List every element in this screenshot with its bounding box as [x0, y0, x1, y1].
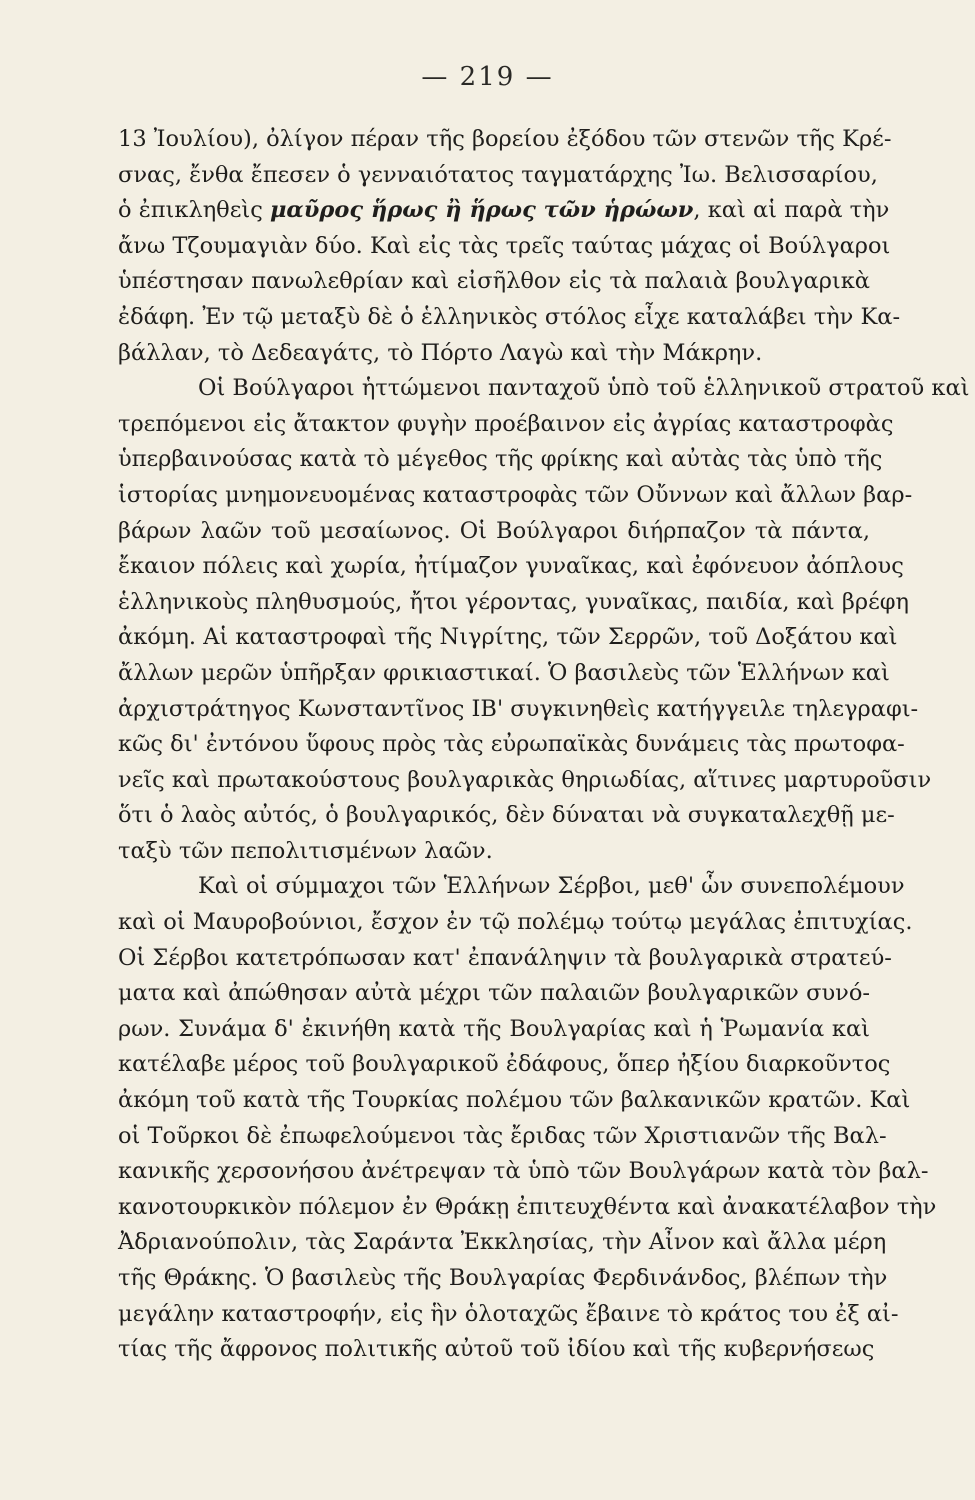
text-line: ὑπέστησαν πανωλεθρίαν καὶ εἰσῆλθον εἰς τὰ παλαιὰ βουλγαρικὰ — [118, 268, 870, 295]
body-text — [118, 122, 970, 1368]
text-line: τῆς Θράκης. Ὁ βασιλεὺς τῆς Βουλγαρίας Φερδινάνδος, βλέπων τὴν — [118, 1265, 888, 1291]
text-line: ἐδάφη. Ἐν τῷ μεταξὺ δὲ ὁ ἑλληνικὸς στόλος εἶχε καταλάβει τὴν Κα- — [118, 303, 901, 330]
text-line — [118, 193, 890, 229]
text-line: Ἀδριανούπολιν, τὰς Σαράντα Ἐκκλησίας, τὴν Αἶνον καὶ ἄλλα μέρη — [118, 1229, 887, 1256]
text-line: ταξὺ τῶν πεπολιτισμένων λαῶν. — [118, 837, 493, 864]
text-segment: , καὶ αἱ παρὰ τὴν — [693, 197, 890, 224]
text-line: οἱ Τοῦρκοι δὲ ἐπωφελούμενοι τὰς ἔριδας τῶν Χριστιανῶν τῆς Βαλ- — [118, 1122, 887, 1149]
text-line: βάλλαν, τὸ Δεδεαγάτς, τὸ Πόρτο Λαγὼ καὶ τὴν Μάκρην. — [118, 339, 763, 366]
text-line: ἄνω Τζουμαγιὰν δύο. Καὶ εἰς τὰς τρεῖς ταύτας μάχας οἱ Βούλγαροι — [118, 232, 891, 259]
text-line: 13 Ἰουλίου), ὀλίγον πέραν τῆς βορείου ἐξόδου τῶν στενῶν τῆς Κρέ- — [118, 126, 892, 152]
text-line: κατέλαβε μέρος τοῦ βουλγαρικοῦ ἐδάφους, ὅπερ ἠξίου διαρκοῦντος — [118, 1051, 891, 1078]
text-line: ἄλλων μερῶν ὑπῆρξαν φρικιαστικαί. Ὁ βασιλεὺς τῶν Ἑλλήνων καὶ — [118, 659, 890, 686]
text-line: καὶ οἱ Μαυροβούνιοι, ἔσχον ἐν τῷ πολέμῳ τούτῳ μεγάλας ἐπιτυχίας. — [118, 909, 913, 936]
text-line: Καὶ οἱ σύμμαχοι τῶν Ἑλλήνων Σέρβοι, μεθ' ὧν συνεπολέμουν — [198, 873, 905, 900]
text-line: κῶς δι' ἐντόνου ὕφους πρὸς τὰς εὐρωπαϊκὰς δυνάμεις τὰς πρωτοφα- — [118, 731, 905, 758]
text-line: τρεπόμενοι εἰς ἄτακτον φυγὴν προέβαινον εἰς ἀγρίας καταστροφὰς — [118, 410, 894, 437]
text-line: Οἱ Σέρβοι κατετρόπωσαν κατ' ἐπανάληψιν τὰ βουλγαρικὰ στρατεύ- — [118, 944, 892, 971]
text-line: Οἱ Βούλγαροι ἡττώμενοι πανταχοῦ ὑπὸ τοῦ ἑλληνικοῦ στρατοῦ καὶ — [198, 375, 970, 402]
text-line: τίας τῆς ἄφρονος πολιτικῆς αὐτοῦ τοῦ ἰδίου καὶ τῆς κυβερνήσεως — [118, 1336, 875, 1363]
text-line: ρων. Συνάμα δ' ἐκινήθη κατὰ τῆς Βουλγαρίας καὶ ἡ Ῥωμανία καὶ — [118, 1015, 870, 1042]
text-line: ματα καὶ ἀπώθησαν αὐτὰ μέχρι τῶν παλαιῶν βουλγαρικῶν συνό- — [118, 980, 870, 1007]
page-number: — 219 — — [421, 62, 554, 92]
text-line: ἑλληνικοὺς πληθυσμούς, ἤτοι γέροντας, γυναῖκας, παιδία, καὶ βρέφη — [118, 588, 910, 615]
text-line: σνας, ἔνθα ἔπεσεν ὁ γενναιότατος ταγματάρχης Ἰω. Βελισσαρίου, — [118, 161, 878, 188]
text-line: ἀκόμη τοῦ κατὰ τῆς Τουρκίας πολέμου τῶν βαλκανικῶν κρατῶν. Καὶ — [118, 1087, 911, 1114]
text-line: νεῖς καὶ πρωτακούστους βουλγαρικὰς θηριωδίας, αἵτινες μαρτυροῦσιν — [118, 766, 932, 793]
text-line: βάρων λαῶν τοῦ μεσαίωνος. Οἱ Βούλγαροι διήρπαζον τὰ πάντα, — [118, 517, 870, 544]
text-line: κανικῆς χερσονήσου ἀνέτρεψαν τὰ ὑπὸ τῶν Βουλγάρων κατὰ τὸν βαλ- — [118, 1158, 929, 1185]
emphasized-epithet: μαῦρος ἥρως ἢ ἥρως τῶν ἡρώων — [269, 197, 694, 224]
text-line: ὅτι ὁ λαὸς αὐτός, ὁ βουλγαρικός, δὲν δύναται νὰ συγκαταλεχθῇ με- — [118, 802, 895, 829]
text-line: ὑπερβαινούσας κατὰ τὸ μέγεθος τῆς φρίκης καὶ αὐτὰς τὰς ὑπὸ τῆς — [118, 446, 883, 473]
text-line: ἀρχιστράτηγος Κωνσταντῖνος ΙΒ' συγκινηθεὶς κατήγγειλε τηλεγραφι- — [118, 695, 919, 722]
text-line: ἀκόμη. Αἱ καταστροφαὶ τῆς Νιγρίτης, τῶν Σερρῶν, τοῦ Δοξάτου καὶ — [118, 624, 898, 651]
text-line: ἔκαιον πόλεις καὶ χωρία, ἠτίμαζον γυναῖκας, καὶ ἐφόνευον ἀόπλους — [118, 553, 904, 580]
text-line: κανοτουρκικὸν πόλεμον ἐν Θράκῃ ἐπιτευχθέντα καὶ ἀνακατέλαβον τὴν — [118, 1193, 937, 1220]
text-line: ἱστορίας μνημονευομένας καταστροφὰς τῶν Οὔννων καὶ ἄλλων βαρ- — [118, 481, 913, 508]
text-segment: ὁ ἐπικληθεὶς — [118, 197, 270, 224]
text-line: μεγάλην καταστροφήν, εἰς ἣν ὁλοταχῶς ἔβαινε τὸ κράτος του ἐξ αἰ- — [118, 1300, 899, 1327]
